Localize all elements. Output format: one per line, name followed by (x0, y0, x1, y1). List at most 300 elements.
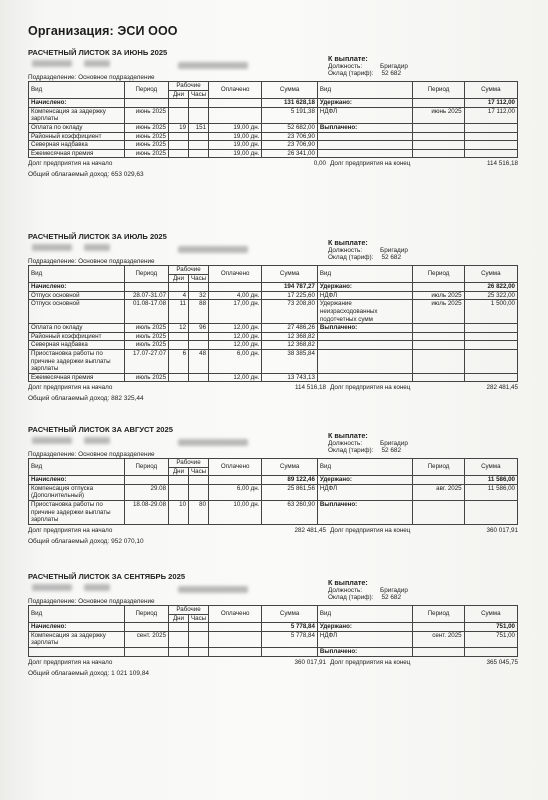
empty-cell (413, 500, 464, 524)
col-hours: Часы (189, 274, 209, 283)
empty-cell (169, 647, 189, 656)
redacted-field (178, 62, 248, 69)
debt-start-value: 0,00 (313, 160, 326, 168)
accrual-sum: 63 260,90 (262, 500, 318, 524)
accrual-period: июнь 2025 (124, 132, 168, 141)
to-pay-label: К выплате: (328, 238, 368, 247)
withheld-total: 11 586,00 (464, 476, 517, 485)
empty-cell (209, 476, 262, 485)
empty-cell (464, 332, 517, 341)
table-row (29, 141, 518, 150)
position-label: Должность: (328, 440, 363, 447)
accrual-days: 6 (169, 349, 189, 373)
accrual-hours (189, 141, 209, 150)
table-header (29, 266, 518, 275)
accrual-sum: 25 861,56 (262, 484, 318, 500)
empty-cell (209, 623, 262, 632)
accrual-period: сент. 2025 (124, 631, 168, 647)
accrual-hours (189, 107, 209, 123)
salary-label: Оклад (тариф): (328, 254, 374, 261)
accrued-label: Начислено: (29, 99, 125, 108)
empty-cell (464, 141, 517, 150)
accrual-hours (189, 132, 209, 141)
to-pay-label: К выплате: (328, 54, 368, 63)
redacted-employee-name (32, 584, 110, 591)
empty-cell (189, 99, 209, 108)
total-taxable (28, 670, 149, 677)
col-paid: Оплачено (209, 82, 262, 99)
withheld-total: 17 112,00 (464, 99, 517, 108)
col-working: Рабочие (169, 459, 209, 468)
accrual-paid: 12,00 дн. (209, 324, 262, 333)
empty-cell (464, 349, 517, 373)
accrual-days (169, 107, 189, 123)
accrual-days (169, 373, 189, 382)
accrual-days (169, 341, 189, 350)
accrual-days (169, 141, 189, 150)
accrual-paid: 17,00 дн. (209, 300, 262, 324)
paid-out-label: Выплачено: (317, 324, 413, 333)
debt-end-value: 360 017,91 (486, 526, 518, 534)
table-row (29, 341, 518, 350)
accrual-period: 17.07-27.07 (124, 349, 168, 373)
empty-cell (413, 341, 464, 350)
col-period-right: Период (413, 459, 464, 476)
accrual-days: 10 (169, 500, 189, 524)
debt-start-label: Долг предприятия на начало (28, 384, 113, 392)
payslip-table (28, 265, 518, 382)
withholding-type: НДФЛ (317, 631, 413, 647)
totals-row (29, 476, 518, 485)
accrual-type: Районный коэффициент (29, 132, 125, 141)
accrual-sum: 13 743,13 (262, 373, 318, 382)
col-hours: Часы (189, 467, 209, 476)
redacted-employee-name (32, 244, 110, 251)
pay-summary (328, 238, 518, 261)
accrual-days: 19 (169, 123, 189, 132)
col-days: Дни (169, 90, 189, 99)
payslip (28, 232, 518, 403)
debt-end-value: 114 516,18 (486, 160, 518, 168)
col-period-right: Период (413, 266, 464, 283)
accrual-paid: 12,00 дн. (209, 332, 262, 341)
empty-cell (124, 99, 168, 108)
redacted-employee-name (32, 437, 110, 444)
organization-title: Организация: ЭСИ ООО (28, 24, 178, 38)
empty-cell (413, 132, 464, 141)
table-row (29, 149, 518, 158)
debt-end-label: Долг предприятия на конец (330, 658, 411, 666)
empty-cell (169, 99, 189, 108)
accrual-period: 18.08-29.08 (124, 500, 168, 524)
redacted-field (178, 439, 248, 446)
withholding-period: июнь 2025 (413, 107, 464, 123)
empty-cell (169, 623, 189, 632)
accrued-total: 89 122,46 (262, 476, 318, 485)
debt-start-value: 114 516,18 (294, 384, 326, 392)
salary-label: Оклад (тариф): (328, 447, 374, 454)
accrual-hours: 80 (189, 500, 209, 524)
salary-value: 52 682 (381, 594, 401, 601)
redacted-field (178, 246, 248, 253)
table-row (29, 324, 518, 333)
empty-cell (413, 324, 464, 333)
empty-cell (413, 623, 464, 632)
table-row (29, 631, 518, 647)
empty-cell (209, 99, 262, 108)
accrual-sum: 26 341,00 (262, 149, 318, 158)
accrual-period: июль 2025 (124, 324, 168, 333)
accrual-hours (189, 373, 209, 382)
accrued-total: 194 787,27 (262, 283, 318, 292)
total-taxable-value: 882 325,44 (111, 395, 144, 403)
col-sum: Сумма (262, 266, 318, 283)
accrual-paid: 6,00 дн. (209, 349, 262, 373)
col-period: Период (124, 82, 168, 99)
col-days: Дни (169, 467, 189, 476)
empty-cell (413, 123, 464, 132)
totals-row (29, 623, 518, 632)
accrual-sum: 5 778,84 (262, 631, 318, 647)
accrual-paid (209, 631, 262, 647)
col-sum-right: Сумма (464, 82, 517, 99)
table-row (29, 484, 518, 500)
withheld-total: 751,00 (464, 623, 517, 632)
paid-out-label: Выплачено: (317, 123, 413, 132)
col-vid: Вид (29, 266, 125, 283)
payslip-title: РАСЧЕТНЫЙ ЛИСТОК ЗА ИЮНЬ 2025 (28, 48, 168, 57)
payslip-table (28, 81, 518, 158)
col-period: Период (124, 459, 168, 476)
empty-cell (464, 149, 517, 158)
position-label: Должность: (328, 63, 363, 70)
withholding-period: авг. 2025 (413, 484, 464, 500)
total-taxable-label: Общий облагаемый доход: (28, 669, 110, 677)
accrual-paid: 10,00 дн. (209, 500, 262, 524)
paid-out-label: Выплачено: (317, 647, 413, 656)
accrual-hours: 48 (189, 349, 209, 373)
empty-cell (169, 283, 189, 292)
table-row (29, 300, 518, 324)
accrual-days: 11 (169, 300, 189, 324)
col-vid-right: Вид (317, 82, 413, 99)
debt-end-label: Долг предприятия на конец (330, 160, 411, 168)
accrual-days (169, 484, 189, 500)
accrual-sum: 17 225,60 (262, 291, 318, 300)
total-taxable-label: Общий облагаемый доход: (28, 171, 110, 179)
accrual-hours (189, 631, 209, 647)
col-days: Дни (169, 274, 189, 283)
department: Подразделение: Основное подразделение (28, 451, 155, 458)
col-working: Рабочие (169, 266, 209, 275)
col-days: Дни (169, 614, 189, 623)
accrual-hours: 32 (189, 291, 209, 300)
accrual-paid: 19,00 дн. (209, 149, 262, 158)
empty-cell (464, 132, 517, 141)
accrual-type: Приостановка работы по причине задержки выплаты зарплаты (29, 349, 125, 373)
table-header (29, 606, 518, 615)
debt-start-label: Долг предприятия на начало (28, 526, 113, 534)
debt-end-value: 365 045,75 (486, 658, 518, 666)
to-pay-label: К выплате: (328, 578, 368, 587)
col-vid: Вид (29, 606, 125, 623)
empty-cell (413, 332, 464, 341)
empty-cell (464, 324, 517, 333)
total-taxable-label: Общий облагаемый доход: (28, 537, 110, 545)
payslip-table (28, 458, 518, 525)
accrual-sum: 73 208,80 (262, 300, 318, 324)
accrual-sum: 38 385,84 (262, 349, 318, 373)
table-row (29, 373, 518, 382)
col-paid: Оплачено (209, 266, 262, 283)
table-row (29, 123, 518, 132)
col-paid: Оплачено (209, 459, 262, 476)
accrual-hours (189, 332, 209, 341)
accrual-hours: 96 (189, 324, 209, 333)
empty-cell (317, 141, 413, 150)
total-taxable (28, 538, 144, 545)
accrual-period: июнь 2025 (124, 107, 168, 123)
empty-cell (413, 373, 464, 382)
empty-cell (189, 623, 209, 632)
col-hours: Часы (189, 90, 209, 99)
empty-cell (464, 500, 517, 524)
table-row (29, 500, 518, 524)
withholding-period: июль 2025 (413, 291, 464, 300)
debt-start-label: Долг предприятия на начало (28, 160, 113, 168)
empty-cell (189, 476, 209, 485)
col-sum-right: Сумма (464, 459, 517, 476)
withheld-total: 26 822,00 (464, 283, 517, 292)
withheld-label: Удержано: (317, 99, 413, 108)
payslip (28, 572, 518, 677)
accrual-period: 29.08 (124, 484, 168, 500)
col-period-right: Период (413, 606, 464, 623)
accrual-sum: 23 706,90 (262, 132, 318, 141)
col-working: Рабочие (169, 82, 209, 91)
col-period-right: Период (413, 82, 464, 99)
totals-row (29, 99, 518, 108)
accrual-type: Компенсация отпуска (Дополнительный) (29, 484, 125, 500)
col-period: Период (124, 606, 168, 623)
empty-cell (317, 373, 413, 382)
withholding-sum: 25 322,00 (464, 291, 517, 300)
withholding-type: НДФЛ (317, 291, 413, 300)
withholding-type: НДФЛ (317, 484, 413, 500)
col-sum: Сумма (262, 459, 318, 476)
table-row (29, 647, 518, 656)
salary-value: 52 682 (381, 254, 401, 261)
empty-cell (124, 283, 168, 292)
payslip-title: РАСЧЕТНЫЙ ЛИСТОК ЗА СЕНТЯБРЬ 2025 (28, 572, 186, 581)
col-vid: Вид (29, 82, 125, 99)
payslip-table (28, 605, 518, 657)
debt-start-value: 360 017,91 (294, 658, 326, 666)
empty-cell (317, 341, 413, 350)
department: Подразделение: Основное подразделение (28, 598, 155, 605)
position-value: Бригадир (380, 587, 408, 594)
accrual-sum: 5 191,38 (262, 107, 318, 123)
total-taxable (28, 395, 144, 402)
accrual-paid: 4,00 дн. (209, 291, 262, 300)
accrual-sum: 27 486,26 (262, 324, 318, 333)
total-taxable-value: 653 029,63 (111, 171, 144, 179)
empty-cell (317, 132, 413, 141)
debt-end-value: 282 481,45 (486, 384, 518, 392)
accrual-paid: 12,00 дн. (209, 341, 262, 350)
empty-cell (209, 647, 262, 656)
accrual-paid (209, 107, 262, 123)
accrual-days (169, 631, 189, 647)
accrual-type: Оплата по окладу (29, 324, 125, 333)
pay-summary (328, 431, 518, 454)
empty-cell (189, 647, 209, 656)
accrual-period: июль 2025 (124, 332, 168, 341)
accrual-sum: 12 368,82 (262, 332, 318, 341)
withheld-label: Удержано: (317, 623, 413, 632)
col-sum: Сумма (262, 82, 318, 99)
accrual-days: 12 (169, 324, 189, 333)
redacted-employee-name (32, 60, 110, 67)
accrual-type: Районный коэффициент (29, 332, 125, 341)
accrual-paid: 12,00 дн. (209, 373, 262, 382)
total-taxable (28, 171, 144, 178)
redacted-field (178, 586, 248, 593)
accrual-period: 01.08-17.08 (124, 300, 168, 324)
payslip-title: РАСЧЕТНЫЙ ЛИСТОК ЗА ИЮЛЬ 2025 (28, 232, 167, 241)
accrual-type: Ежемесячная премия (29, 373, 125, 382)
accrual-type: Северная надбавка (29, 141, 125, 150)
position-value: Бригадир (380, 440, 408, 447)
accrued-label: Начислено: (29, 476, 125, 485)
withholding-period: сент. 2025 (413, 631, 464, 647)
accrual-paid: 19,00 дн. (209, 123, 262, 132)
col-working: Рабочие (169, 606, 209, 615)
accrual-hours (189, 484, 209, 500)
empty-cell (413, 149, 464, 158)
table-row (29, 107, 518, 123)
table-row (29, 349, 518, 373)
position-label: Должность: (328, 587, 363, 594)
withholding-sum: 17 112,00 (464, 107, 517, 123)
col-sum: Сумма (262, 606, 318, 623)
empty-cell (189, 283, 209, 292)
table-row (29, 132, 518, 141)
empty-cell (464, 373, 517, 382)
accrual-type: Оплата по окладу (29, 123, 125, 132)
empty-cell (124, 623, 168, 632)
accrual-period: июль 2025 (124, 373, 168, 382)
total-taxable-value: 1 021 109,84 (111, 669, 150, 677)
accrual-paid: 19,00 дн. (209, 141, 262, 150)
col-sum-right: Сумма (464, 606, 517, 623)
empty-cell (413, 349, 464, 373)
withholding-sum: 11 586,00 (464, 484, 517, 500)
payslip-title: РАСЧЕТНЫЙ ЛИСТОК ЗА АВГУСТ 2025 (28, 425, 173, 434)
table-header (29, 459, 518, 468)
accrual-hours (189, 149, 209, 158)
accrued-label: Начислено: (29, 623, 125, 632)
payslip (28, 48, 518, 179)
accrual-sum: 23 706,90 (262, 141, 318, 150)
col-hours: Часы (189, 614, 209, 623)
accrual-period: июнь 2025 (124, 141, 168, 150)
empty-cell (317, 349, 413, 373)
accrued-total: 5 778,84 (262, 623, 318, 632)
accrual-sum: 12 368,82 (262, 341, 318, 350)
empty-cell (464, 123, 517, 132)
table-row (29, 291, 518, 300)
position-value: Бригадир (380, 63, 408, 70)
empty-cell (413, 647, 464, 656)
accrual-hours (189, 341, 209, 350)
payslip (28, 425, 518, 545)
col-vid-right: Вид (317, 266, 413, 283)
empty-cell (29, 647, 125, 656)
empty-cell (169, 476, 189, 485)
accrual-type: Компенсация за задержку зарплаты (29, 631, 125, 647)
pay-summary (328, 578, 518, 601)
salary-label: Оклад (тариф): (328, 70, 374, 77)
accrual-type: Отпуск основной (29, 291, 125, 300)
accrual-days (169, 149, 189, 158)
col-vid-right: Вид (317, 459, 413, 476)
withholding-sum: 751,00 (464, 631, 517, 647)
empty-cell (413, 283, 464, 292)
accrual-days: 4 (169, 291, 189, 300)
to-pay-label: К выплате: (328, 431, 368, 440)
pay-summary (328, 54, 518, 77)
empty-cell (209, 283, 262, 292)
salary-label: Оклад (тариф): (328, 594, 374, 601)
salary-value: 52 682 (381, 447, 401, 454)
accrual-paid: 6,00 дн. (209, 484, 262, 500)
withholding-type: НДФЛ (317, 107, 413, 123)
accrual-period: 28.07-31.07 (124, 291, 168, 300)
empty-cell (413, 141, 464, 150)
department: Подразделение: Основное подразделение (28, 74, 155, 81)
accrual-type: Северная надбавка (29, 341, 125, 350)
accrual-type: Ежемесячная премия (29, 149, 125, 158)
accrual-hours: 151 (189, 123, 209, 132)
debt-end-label: Долг предприятия на конец (330, 384, 411, 392)
col-vid: Вид (29, 459, 125, 476)
paid-out-label: Выплачено: (317, 500, 413, 524)
empty-cell (413, 476, 464, 485)
table-row (29, 332, 518, 341)
total-taxable-label: Общий облагаемый доход: (28, 395, 110, 403)
accrual-type: Компенсация за задержку зарплаты (29, 107, 125, 123)
department: Подразделение: Основное подразделение (28, 258, 155, 265)
accrued-total: 131 628,18 (262, 99, 318, 108)
col-sum-right: Сумма (464, 266, 517, 283)
empty-cell (317, 149, 413, 158)
accrual-hours: 88 (189, 300, 209, 324)
accrued-label: Начислено: (29, 283, 125, 292)
accrual-days (169, 132, 189, 141)
table-header (29, 82, 518, 91)
totals-row (29, 283, 518, 292)
accrual-period: июнь 2025 (124, 123, 168, 132)
empty-cell (262, 647, 318, 656)
salary-value: 52 682 (381, 70, 401, 77)
accrual-sum: 52 682,00 (262, 123, 318, 132)
empty-cell (464, 647, 517, 656)
withholding-sum: 1 500,00 (464, 300, 517, 324)
empty-cell (124, 476, 168, 485)
withholding-period: июль 2025 (413, 300, 464, 324)
debt-start-label: Долг предприятия на начало (28, 658, 113, 666)
